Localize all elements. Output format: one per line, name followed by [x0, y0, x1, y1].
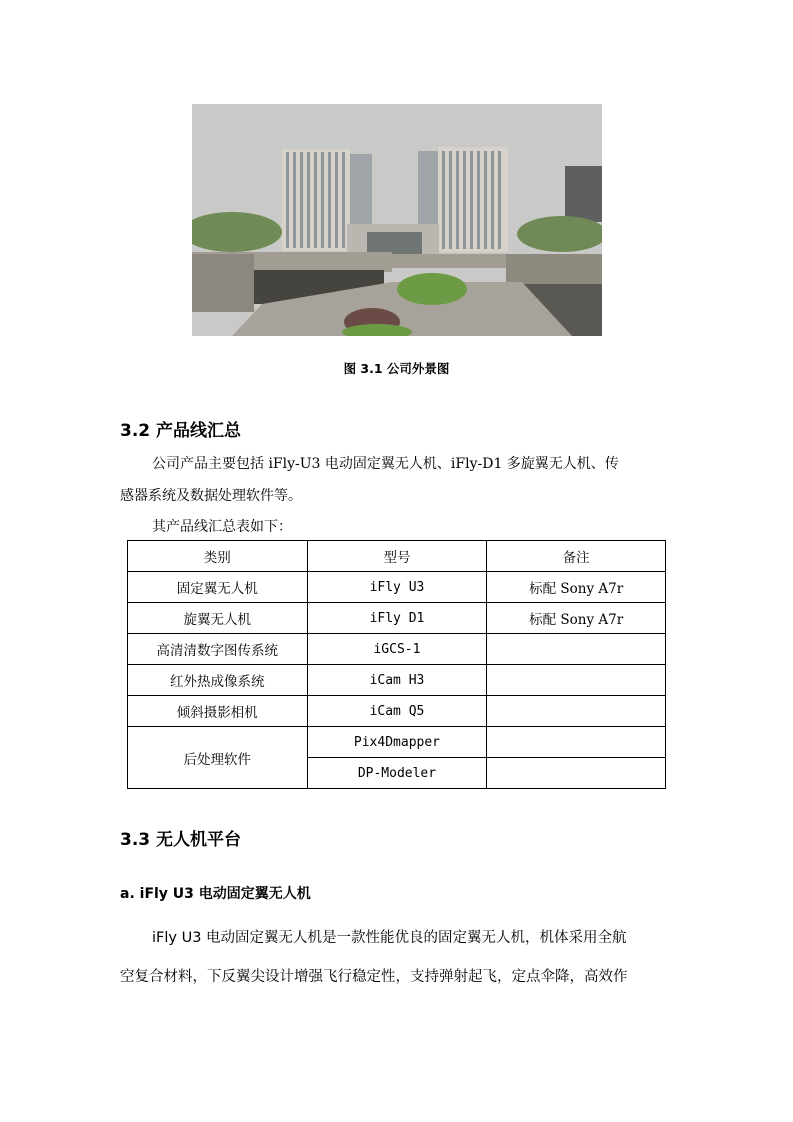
- table-row: [128, 572, 666, 603]
- figure-caption: 图 3.1 公司外景图: [343, 361, 450, 376]
- cell-category: 固定翼无人机: [128, 572, 308, 603]
- cell-model: iGCS-1: [307, 634, 487, 665]
- cell-model: iCam H3: [307, 665, 487, 696]
- cell-model: iCam Q5: [307, 696, 487, 727]
- cell-category: 高清清数字图传系统: [128, 634, 308, 665]
- header-category: 类别: [128, 541, 308, 572]
- building-photo-illustration: [192, 104, 602, 336]
- cell-model: Pix4Dmapper: [307, 727, 487, 758]
- paragraph-table-intro: 其产品线汇总表如下：: [152, 519, 292, 535]
- cell-category: 红外热成像系统: [128, 665, 308, 696]
- table-row: [128, 727, 666, 758]
- table-row: [128, 603, 666, 634]
- cell-note: [487, 727, 666, 758]
- cell-note: 标配 Sony A7r: [487, 603, 666, 634]
- product-line-table: [127, 540, 666, 789]
- cell-model: iFly U3: [307, 572, 487, 603]
- table-row: [128, 634, 666, 665]
- paragraph-ifly-u3-line1: iFly U3 电动固定翼无人机是一款性能优良的固定翼无人机，机体采用全航: [152, 930, 627, 946]
- company-exterior-photo: [192, 104, 602, 336]
- subsection-heading-ifly-u3: a. iFly U3 电动固定翼无人机: [120, 886, 311, 902]
- section-heading-3-2: 3.2 产品线汇总: [120, 421, 242, 441]
- cell-category: 旋翼无人机: [128, 603, 308, 634]
- cell-note: 标配 Sony A7r: [487, 572, 666, 603]
- paragraph-product-intro-line2: 感器系统及数据处理软件等。: [120, 488, 302, 504]
- table-header-row: [128, 541, 666, 572]
- header-model: 型号: [307, 541, 487, 572]
- paragraph-product-intro-line1: 公司产品主要包括 iFly-U3 电动固定翼无人机、iFly-D1 多旋翼无人机、传: [152, 456, 619, 472]
- cell-note: [487, 696, 666, 727]
- table-row: [128, 665, 666, 696]
- section-heading-3-3: 3.3 无人机平台: [120, 830, 242, 850]
- cell-category-merged: 后处理软件: [128, 727, 308, 789]
- header-note: 备注: [487, 541, 666, 572]
- cell-model: DP-Modeler: [307, 758, 487, 789]
- cell-model: iFly D1: [307, 603, 487, 634]
- cell-category: 倾斜摄影相机: [128, 696, 308, 727]
- cell-note: [487, 634, 666, 665]
- cell-note: [487, 758, 666, 789]
- table-row: [128, 696, 666, 727]
- paragraph-ifly-u3-line2: 空复合材料，下反翼尖设计增强飞行稳定性，支持弹射起飞，定点伞降，高效作: [120, 969, 628, 985]
- cell-note: [487, 665, 666, 696]
